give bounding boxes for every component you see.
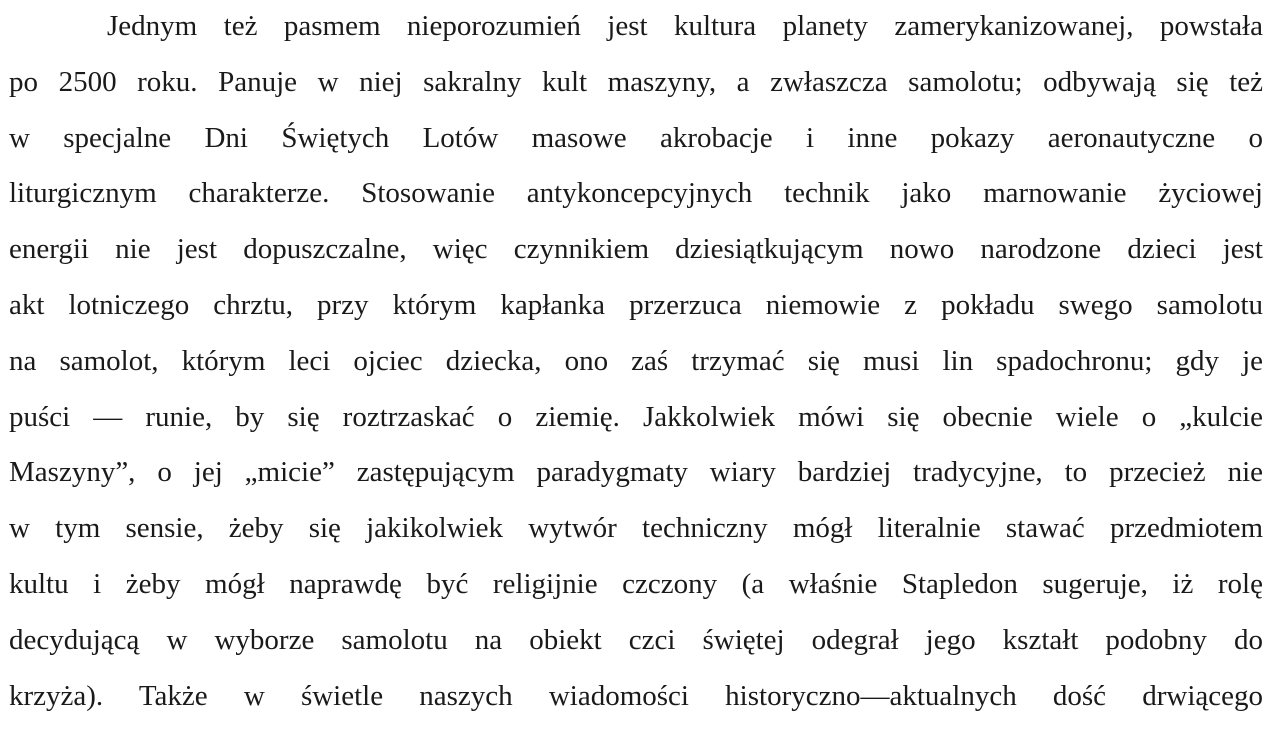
paragraph-line: w specjalne Dni Świętych Lotów masowe akrobacje i inne pokazy aeronautyczne o — [9, 121, 1263, 154]
paragraph-line: na samolot, którym leci ojciec dziecka, ono zaś trzymać się musi lin spadochronu; gdy je — [9, 344, 1263, 377]
paragraph-line: puści — runie, by się roztrzaskać o ziemię. Jakkolwiek mówi się obecnie wiele o „kulcie — [9, 400, 1263, 433]
paragraph-line: energii nie jest dopuszczalne, więc czynnikiem dziesiątkującym nowo narodzone dzieci jest — [9, 233, 1263, 266]
paragraph-line: krzyża). Także w świetle naszych wiadomości historyczno—aktualnych dość drwiącego — [9, 679, 1263, 712]
paragraph-line: po 2500 roku. Panuje w niej sakralny kult maszyny, a zwłaszcza samolotu; odbywają się też — [9, 65, 1263, 98]
paragraph-line: decydującą w wyborze samolotu na obiekt czci świętej odegrał jego kształt podobny do — [9, 623, 1263, 656]
paragraph-line: kultu i żeby mógł naprawdę być religijnie czczony (a właśnie Stapledon sugeruje, iż rolę — [9, 567, 1263, 600]
paragraph-line: liturgicznym charakterze. Stosowanie antykoncepcyjnych technik jako marnowanie życiowej — [9, 177, 1263, 210]
paragraph-line: Jednym też pasmem nieporozumień jest kultura planety zamerykanizowanej, powstała — [107, 10, 1263, 42]
paragraph-line: akt lotniczego chrztu, przy którym kapłanka przerzuca niemowie z pokładu swego samolotu — [9, 288, 1263, 321]
paragraph-line: Maszyny”, o jej „micie” zastępującym paradygmaty wiary bardziej tradycyjne, to przecież nie — [9, 456, 1263, 489]
body-paragraph — [9, 0, 1263, 725]
paragraph-line: w tym sensie, żeby się jakikolwiek wytwór techniczny mógł literalnie stawać przedmiotem — [9, 512, 1263, 545]
